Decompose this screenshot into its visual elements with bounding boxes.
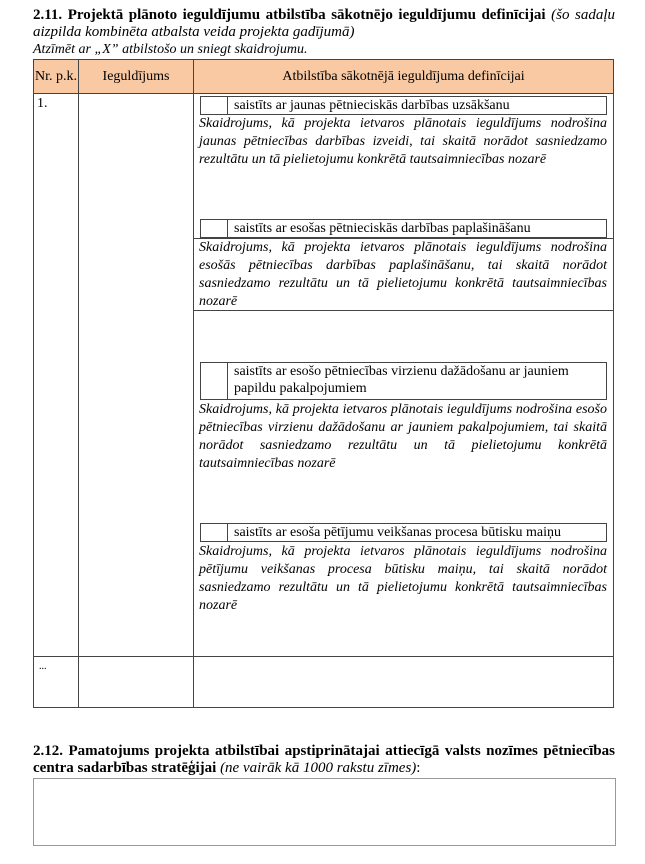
checkbox[interactable] bbox=[201, 524, 228, 541]
explanation-text[interactable]: Skaidrojums, kā projekta ietvaros plānotais ieguldījums nodrošina esošās pētniecības darbības paplašināšanu, tai skaitā norādot sasniedzamo rezultātu un tā pielietojumu konkrētā tautsaimniecības nozarē bbox=[199, 240, 607, 309]
investment-cell[interactable] bbox=[79, 94, 194, 657]
option-label: saistīts ar esošas pētnieciskās darbības paplašināšanu bbox=[234, 221, 531, 236]
header-compliance: Atbilstība sākotnējā ieguldījuma definīcijai bbox=[194, 60, 614, 94]
option-diversify-research bbox=[200, 362, 607, 400]
checkbox[interactable] bbox=[201, 97, 228, 114]
row-number: ... bbox=[34, 657, 79, 708]
option-label: saistīts ar jaunas pētnieciskās darbības uzsākšanu bbox=[234, 98, 510, 113]
investment-table bbox=[33, 59, 614, 708]
option-label: saistīts ar esoša pētījumu veikšanas procesa būtisku maiņu bbox=[234, 525, 561, 540]
header-investment: Ieguldījums bbox=[79, 60, 194, 94]
section-title: 2.12. Pamatojums projekta atbilstībai apstiprinātajai attiecīgā valsts nozīmes pētniecības centra sadarbības stratēģijai bbox=[33, 743, 615, 776]
table-header bbox=[34, 60, 614, 94]
investment-cell[interactable] bbox=[79, 657, 194, 708]
section-title: 2.11. Projektā plānoto ieguldījumu atbilstība sākotnējo ieguldījumu definīcijai bbox=[33, 7, 546, 23]
colon: : bbox=[416, 760, 421, 776]
section-2-11-heading bbox=[33, 7, 615, 41]
option-expand-research bbox=[200, 219, 607, 238]
table-row bbox=[34, 94, 614, 657]
instruction: Atzīmēt ar „X” atbilstošo un sniegt skaidrojumu. bbox=[33, 42, 308, 57]
divider bbox=[194, 310, 613, 311]
section-note: (ne vairāk kā 1000 rakstu zīmes) bbox=[220, 760, 417, 776]
option-new-research bbox=[200, 96, 607, 115]
section-note: (šo sadaļu aizpilda kombinēta atbalsta veida projekta gadījumā) bbox=[33, 7, 616, 40]
header-nr: Nr. p.k. bbox=[34, 60, 79, 94]
justification-input-box[interactable] bbox=[33, 778, 616, 846]
option-process-change bbox=[200, 523, 607, 542]
checkbox[interactable] bbox=[201, 363, 228, 399]
option-label: saistīts ar esošo pētniecības virzienu dažādošanu ar jauniem papildu pakalpojumiem bbox=[234, 364, 569, 396]
section-2-12-heading bbox=[33, 743, 615, 777]
compliance-cell bbox=[194, 94, 614, 657]
explanation-text[interactable]: Skaidrojums, kā projekta ietvaros plānotais ieguldījums nodrošina pētījumu veikšanas procesa būtisku maiņu, tai skaitā norādot sasniedzamo rezultātu un tā pielietojumu konkrētā tautsaimniecības nozarē bbox=[199, 544, 607, 613]
row-number: 1. bbox=[34, 94, 79, 657]
explanation-text[interactable]: Skaidrojums, kā projekta ietvaros plānotais ieguldījums nodrošina jaunas pētniecības darbības izveidi, tai skaitā norādot sasniedzamo rezultātu un tā pielietojumu konkrētā tautsaimniecības nozarē bbox=[199, 116, 607, 167]
explanation-text[interactable]: Skaidrojums, kā projekta ietvaros plānotais ieguldījums nodrošina esošo pētniecības virzienu dažādošanu ar jauniem pakalpojumiem, tai skaitā norādot sasniedzamo rezultātu un tā pielietojumu konkrētā tautsaimniecības nozarē bbox=[199, 402, 607, 471]
compliance-cell[interactable] bbox=[194, 657, 614, 708]
table-row bbox=[34, 657, 614, 708]
checkbox[interactable] bbox=[201, 220, 228, 237]
